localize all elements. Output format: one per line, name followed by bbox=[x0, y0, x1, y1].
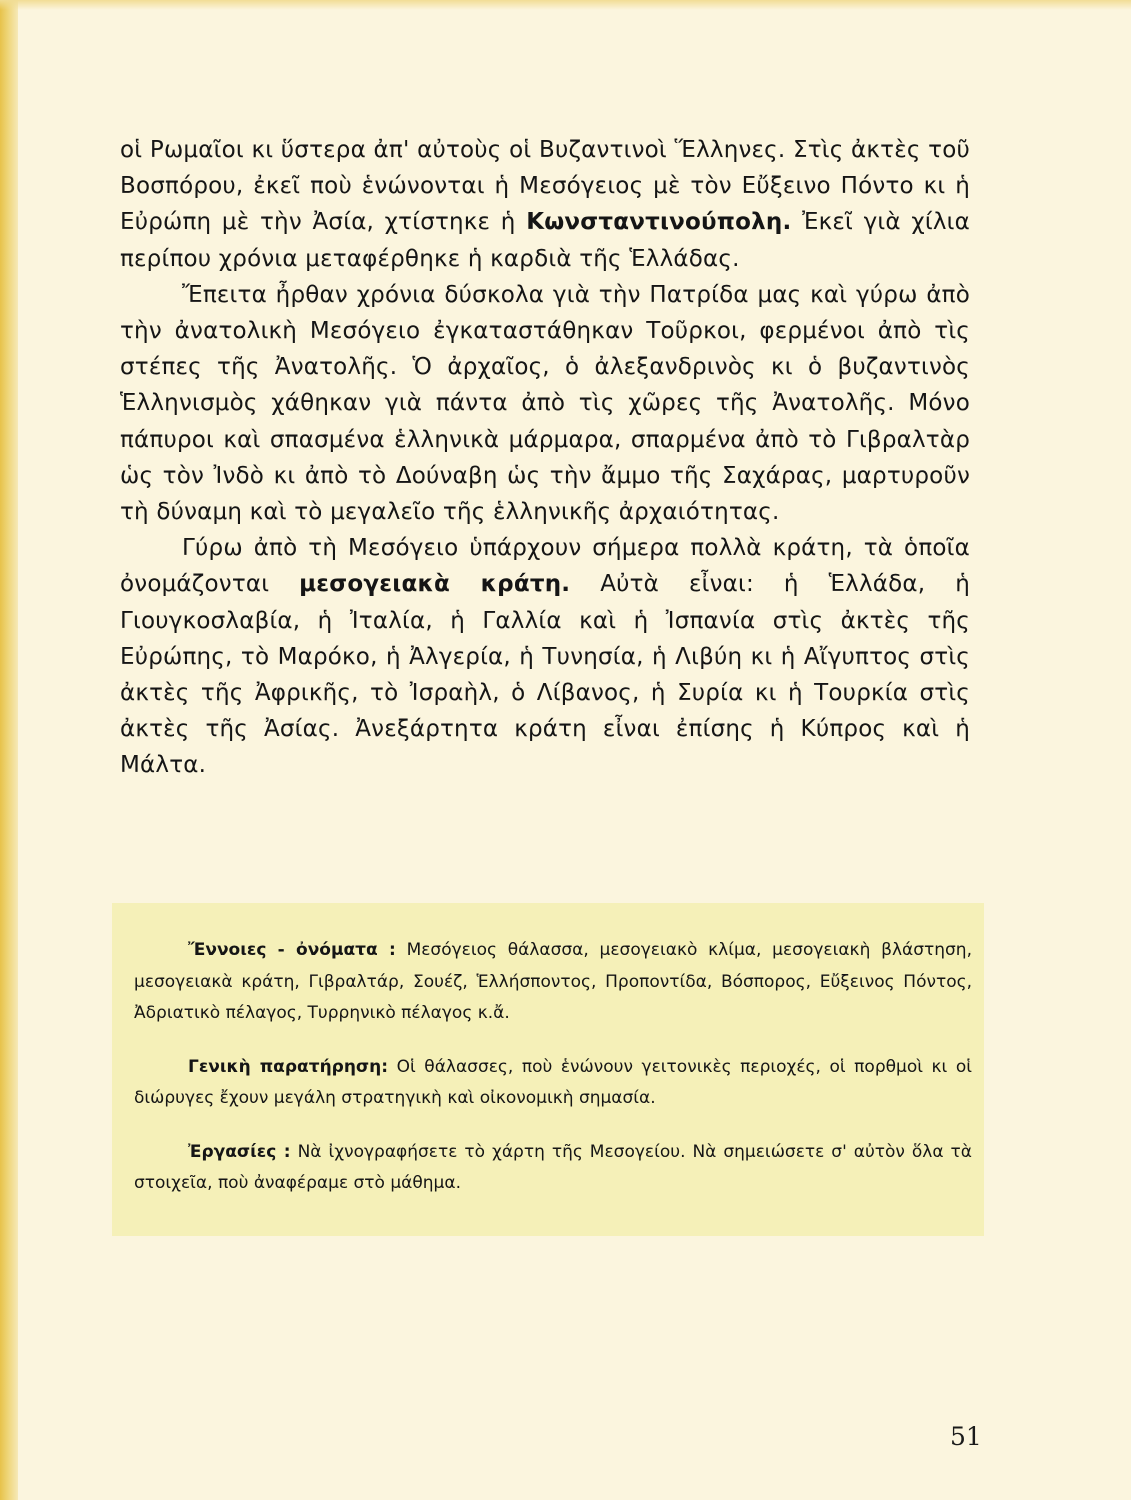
page-top-edge bbox=[0, 0, 1131, 10]
concepts-label: Ἔννοιες - ὀνόματα : bbox=[188, 940, 396, 960]
paragraph-2: Ἔπειτα ἦρθαν χρόνια δύσκολα γιὰ τὴν Πατρίδα μας καὶ γύρω ἀπὸ τὴν ἀνατολικὴ Μεσόγειο ἐγκαταστάθηκαν Τοῦρκοι, φερμένοι ἀπὸ τὶς στέπες τῆς Ἀνατολῆς. Ὁ ἀρχαῖος, ὁ ἀλεξανδρινὸς κι ὁ βυζαντινὸς Ἑλληνισμὸς χάθηκαν γιὰ πάντα ἀπὸ τὶς χῶρες τῆς Ἀνατολῆς. Μόνο πάπυροι καὶ σπασμένα ἑλληνικὰ μάρμαρα, σπαρμένα ἀπὸ τὸ Γιβραλτὰρ ὡς τὸν Ἰνδὸ κι ἀπὸ τὸ Δούναβη ὡς τὴν ἄμμο τῆς Σαχάρας, μαρτυροῦν τὴ δύναμη καὶ τὸ μεγαλεῖο τῆς ἑλληνικῆς ἀρχαιότητας. bbox=[120, 281, 970, 526]
tasks-entry bbox=[134, 1137, 972, 1200]
tasks-text: Νὰ ἰχνογραφήσετε τὸ χάρτη τῆς Μεσογείου. Νὰ σημειώσετε σ' αὐτὸν ὅλα τὰ στοιχεῖα, ποὺ ἀναφέραμε στὸ μάθημα. bbox=[134, 1141, 972, 1193]
main-text bbox=[120, 132, 970, 784]
remark-label: Γενικὴ παρατήρηση: bbox=[188, 1056, 389, 1077]
constantinople-term: Κωνσταντινούπολη. bbox=[526, 209, 792, 236]
paragraph-3 bbox=[120, 530, 970, 783]
remark-entry bbox=[134, 1052, 972, 1115]
paragraph-1-end: Ἐκεῖ γιὰ χίλια περίπου χρόνια μεταφέρθηκε ἡ καρδιὰ τῆς Ἑλλάδας. bbox=[120, 209, 971, 272]
page-number: 51 bbox=[950, 1422, 982, 1451]
remark-text: Οἱ θάλασσες, ποὺ ἑνώνουν γειτονικὲς περιοχές, οἱ πορθμοὶ κι οἱ διώρυγες ἔχουν μεγάλη στρατηγικὴ καὶ οἰκονομικὴ σημασία. bbox=[134, 1056, 972, 1108]
paragraph-3-end: Αὐτὰ εἶναι: ἡ Ἑλλάδα, ἡ Γιουγκοσλαβία, ἡ Ἰταλία, ἡ Γαλλία καὶ ἡ Ἰσπανία στὶς ἀκτὲς τῆς Εὐρώπης, τὸ Μαρόκο, ἡ Ἀλγερία, ἡ Τυνησία, ἡ Λιβύη κι ἡ Αἴγυπτος στὶς ἀκτὲς τῆς Ἀφρικῆς, τὸ Ἰσραὴλ, ὁ Λίβανος, ἡ Συρία κι ἡ Τουρκία στὶς ἀκτὲς τῆς Ἀσίας. Ἀνεξάρτητα κράτη εἶναι ἐπίσης ἡ Κύπρος καὶ ἡ Μάλτα. bbox=[120, 571, 971, 779]
page-binding-edge bbox=[0, 0, 18, 1500]
concepts-entry bbox=[134, 935, 972, 1030]
paragraph-1-text: οἱ Ρωμαῖοι κι ὕστερα ἀπ' αὐτοὺς οἱ Βυζαντινοὶ Ἕλληνες. Στὶς ἀκτὲς τοῦ Βοσπόρου, ἐκεῖ ποὺ ἑνώνονται ἡ Μεσόγειος μὲ τὸν Εὔξεινο Πόντο κι ἡ Εὐρώπη μὲ τὴν Ἀσία, χτίστηκε ἡ bbox=[120, 137, 970, 236]
mediterranean-states-term: μεσογειακὰ κράτη. bbox=[299, 571, 571, 598]
paragraph-3-start: Γύρω ἀπὸ τὴ Μεσόγειο ὑπάρχουν σήμερα πολλὰ κράτη, τὰ ὁποῖα ὀνομάζονται bbox=[120, 535, 970, 598]
paragraph-1 bbox=[120, 132, 970, 277]
concepts-text: Μεσόγειος θάλασσα, μεσογειακὸ κλίμα, μεσογειακὴ βλάστηση, μεσογειακὰ κράτη, Γιβραλτάρ, Σουέζ, Ἑλλήσποντος, Προποντίδα, Βόσπορος, Εὔξεινος Πόντος, Ἀδριατικὸ πέλαγος, Τυρρηνικὸ πέλαγος κ.ἄ. bbox=[134, 940, 972, 1023]
tasks-label: Ἐργασίες : bbox=[188, 1141, 291, 1162]
summary-box bbox=[112, 903, 984, 1236]
summary-content bbox=[134, 935, 972, 1222]
